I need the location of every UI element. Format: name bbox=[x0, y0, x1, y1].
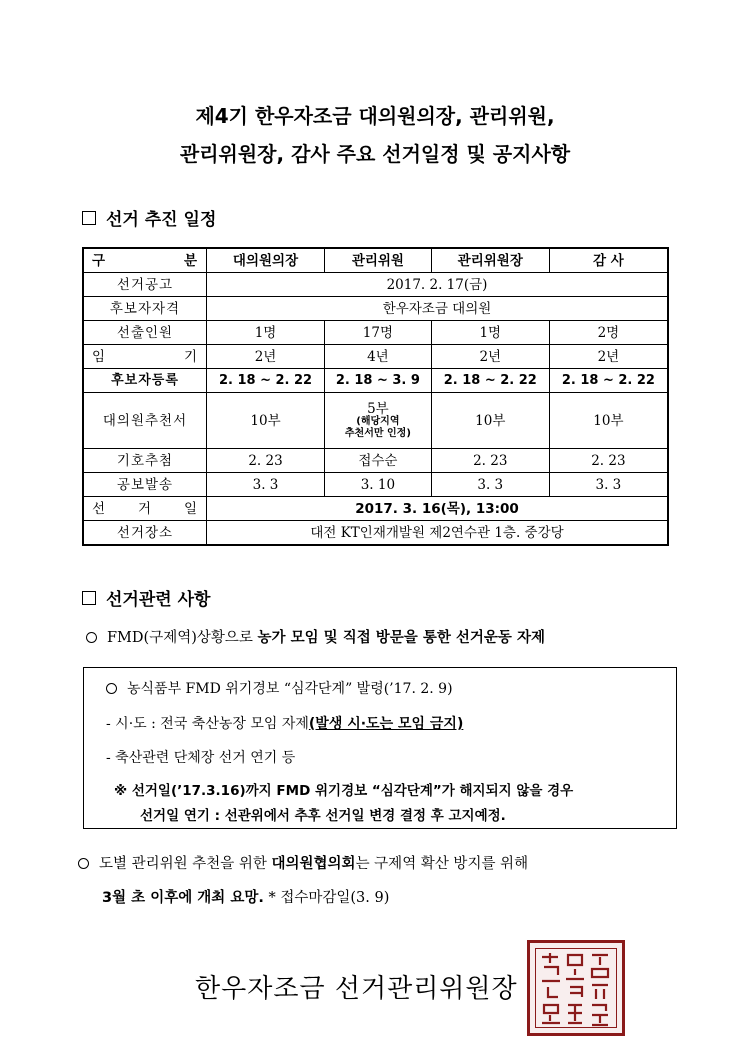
row-label: 공보발송 bbox=[83, 473, 207, 497]
table-cell: 2. 18 ~ 2. 22 bbox=[431, 369, 549, 393]
header-committee-member: 관리위원 bbox=[325, 248, 432, 273]
fmd-alert-line: ※ 선거일(’17.3.16)까지 FMD 위기경보 “심각단계”가 해지되지 않을 경우 bbox=[114, 783, 574, 799]
square-bullet-icon bbox=[82, 211, 96, 225]
section-heading-schedule-text: 선거 추진 일정 bbox=[106, 210, 217, 230]
table-row bbox=[83, 345, 668, 369]
table-cell: 10부 bbox=[431, 393, 549, 449]
issuer-name: 한우자조금 선거관리위원장 bbox=[195, 974, 518, 1004]
row-label: 선 거 일 bbox=[83, 497, 207, 521]
notice-date: 2017. 2. 17(금) bbox=[207, 273, 669, 297]
fmd-alert-box bbox=[83, 667, 677, 829]
table-cell: 2. 23 bbox=[207, 449, 325, 473]
table-cell: 2명 bbox=[549, 321, 668, 345]
row-label: 선거공고 bbox=[83, 273, 207, 297]
table-cell: 2년 bbox=[207, 345, 325, 369]
table-cell: 3. 3 bbox=[431, 473, 549, 497]
table-row bbox=[83, 369, 668, 393]
table-cell: 2년 bbox=[431, 345, 549, 369]
table-row bbox=[83, 297, 668, 321]
fmd-alert-line: 선거일 연기 : 선관위에서 추후 선거일 변경 결정 후 고지예정. bbox=[140, 808, 506, 824]
table-row bbox=[83, 449, 668, 473]
notice-item-2: 도별 관리위원 추천을 위한 대의원협의회는 구제역 확산 방지를 위해 bbox=[78, 852, 528, 873]
row-label: 후보자자격 bbox=[83, 297, 207, 321]
header-committee-chair: 관리위원장 bbox=[431, 248, 549, 273]
table-cell: 10부 bbox=[549, 393, 668, 449]
seal-glyph-art bbox=[530, 943, 622, 1033]
circle-bullet-icon bbox=[106, 683, 117, 694]
table-cell: 1명 bbox=[207, 321, 325, 345]
row-label: 후보자등록 bbox=[83, 369, 207, 393]
notice-item-1: FMD(구제역)상황으로 농가 모임 및 직접 방문을 통한 선거운동 자제 bbox=[86, 626, 545, 647]
section-heading-schedule bbox=[82, 205, 216, 230]
table-row bbox=[83, 497, 668, 521]
header-auditor: 감 사 bbox=[549, 248, 668, 273]
document-title-line1: 제4기 한우자조금 대의원의장, 관리위원, bbox=[195, 104, 555, 128]
table-row bbox=[83, 473, 668, 497]
table-cell: 17명 bbox=[325, 321, 432, 345]
row-label: 기호추첨 bbox=[83, 449, 207, 473]
fmd-alert-line: 농식품부 FMD 위기경보 “심각단계” 발령(’17. 2. 9) bbox=[106, 678, 453, 698]
section-heading-notices bbox=[82, 585, 210, 610]
row-label: 선거장소 bbox=[83, 521, 207, 546]
table-cell: 2. 18 ~ 2. 22 bbox=[549, 369, 668, 393]
fmd-alert-line: - 시·도 : 전국 축산농장 모임 자제(발생 시·도는 모임 금지) bbox=[106, 716, 464, 732]
table-cell: 4년 bbox=[325, 345, 432, 369]
recommend-count: 5부 bbox=[367, 400, 389, 417]
table-cell: 2. 18 ~ 3. 9 bbox=[325, 369, 432, 393]
table-row bbox=[83, 273, 668, 297]
table-cell: 1명 bbox=[431, 321, 549, 345]
document-title-line2: 관리위원장, 감사 주요 선거일정 및 공지사항 bbox=[179, 142, 571, 166]
table-header-row bbox=[83, 248, 668, 273]
row-label: 대의원추천서 bbox=[83, 393, 207, 449]
table-row bbox=[83, 521, 668, 546]
table-row bbox=[83, 393, 668, 449]
table-cell: 접수순 bbox=[325, 449, 432, 473]
row-label: 임 기 bbox=[83, 345, 207, 369]
header-delegate-chair: 대의원의장 bbox=[207, 248, 325, 273]
table-cell bbox=[325, 393, 432, 449]
table-cell: 3. 3 bbox=[207, 473, 325, 497]
table-cell: 3. 3 bbox=[549, 473, 668, 497]
election-venue: 대전 KT인재개발원 제2연수관 1층. 중강당 bbox=[207, 521, 669, 546]
table-cell: 2. 23 bbox=[549, 449, 668, 473]
notice-item-2-line2: 3월 초 이후에 개최 요망. * 접수마감일(3. 9) bbox=[102, 890, 390, 906]
header-category: 구 분 bbox=[83, 248, 207, 273]
circle-bullet-icon bbox=[78, 858, 89, 869]
table-row bbox=[83, 321, 668, 345]
square-bullet-icon bbox=[82, 591, 96, 605]
table-cell: 10부 bbox=[207, 393, 325, 449]
recommend-note-1: (해당지역 bbox=[356, 415, 400, 427]
recommend-note-2: 추천서만 인정) bbox=[344, 427, 411, 439]
section-heading-notices-text: 선거관련 사항 bbox=[106, 590, 211, 610]
candidate-qualification: 한우자조금 대의원 bbox=[207, 297, 669, 321]
election-datetime: 2017. 3. 16(목), 13:00 bbox=[207, 497, 669, 521]
table-cell: 2. 18 ~ 2. 22 bbox=[207, 369, 325, 393]
table-cell: 3. 10 bbox=[325, 473, 432, 497]
official-seal-stamp bbox=[527, 940, 625, 1036]
table-cell: 2. 23 bbox=[431, 449, 549, 473]
election-schedule-table bbox=[82, 247, 669, 546]
table-cell: 2년 bbox=[549, 345, 668, 369]
circle-bullet-icon bbox=[86, 632, 97, 643]
row-label: 선출인원 bbox=[83, 321, 207, 345]
fmd-alert-line: - 축산관련 단체장 선거 연기 등 bbox=[106, 750, 296, 766]
